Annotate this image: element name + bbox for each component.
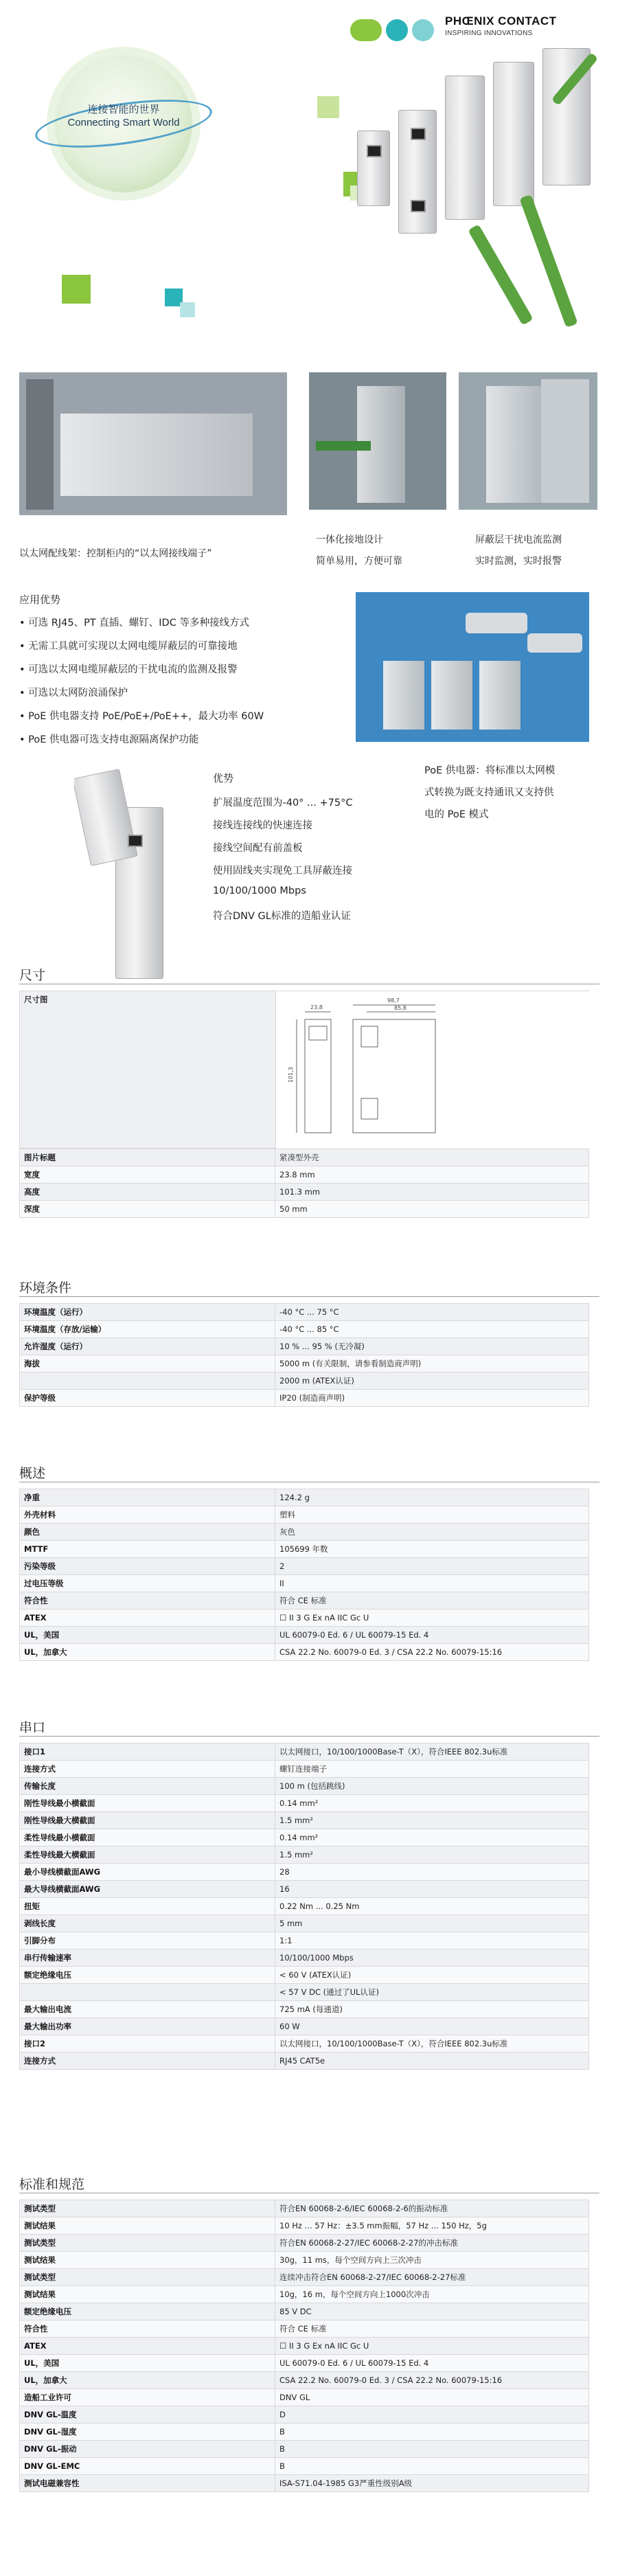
spec-key: ATEX — [20, 2338, 275, 2355]
spec-row — [20, 1166, 589, 1184]
spec-row — [20, 1338, 589, 1355]
brand-tagline: INSPIRING INNOVATIONS — [445, 30, 533, 37]
spec-key: 串行传输速率 — [20, 1950, 275, 1967]
spec-key: 刚性导线最小横截面 — [20, 1795, 275, 1812]
spec-row — [20, 2018, 589, 2035]
spec-value: < 57 V DC (通过了UL认证) — [275, 1984, 589, 2001]
spec-row — [20, 1372, 589, 1390]
spec-row — [20, 1829, 589, 1846]
applications-item: • 可选以太网电缆屏蔽层的干扰电流的监测及报警 — [19, 664, 238, 675]
monitoring-caption-line2: 实时监测，实时报警 — [475, 556, 562, 567]
section-divider — [19, 1736, 599, 1737]
spec-row — [20, 2389, 589, 2406]
grounding-photo — [309, 372, 446, 510]
spec-value: 符合 CE 标准 — [275, 1592, 589, 1609]
drawing-label: 尺寸图 — [24, 995, 48, 1004]
spec-value: 连续冲击符合EN 60068-2-27/IEC 60068-2-27标准 — [275, 2269, 589, 2286]
spec-value: 0.14 mm² — [275, 1795, 589, 1812]
advantages-item: 使用固线夹实现免工具屏蔽连接 — [213, 866, 352, 877]
spec-key: 连接方式 — [20, 1761, 275, 1778]
standards-table — [19, 2200, 589, 2492]
brand-name: PHŒNIX CONTACT — [445, 14, 557, 27]
spec-value: 28 — [275, 1864, 589, 1881]
spec-row — [20, 2441, 589, 2458]
spec-value: 725 mA (每通道) — [275, 2001, 589, 2018]
spec-row — [20, 2424, 589, 2441]
spec-row — [20, 2406, 589, 2424]
spec-key: 连接方式 — [20, 2053, 275, 2070]
spec-key: 最大输出电流 — [20, 2001, 275, 2018]
spec-row — [20, 1558, 589, 1575]
spec-row — [20, 1524, 589, 1541]
spec-row — [20, 2286, 589, 2303]
spec-value: B — [275, 2424, 589, 2441]
spec-key: 符合性 — [20, 1592, 275, 1609]
spec-row — [20, 1575, 589, 1592]
spec-value: 符合EN 60068-2-27/IEC 60068-2-27的冲击标准 — [275, 2235, 589, 2252]
spec-key: 颜色 — [20, 1524, 275, 1541]
drawing-depth-label: 98,7 — [387, 997, 400, 1004]
spec-key: 环境温度（运行） — [20, 1304, 275, 1321]
spec-row — [20, 1201, 589, 1218]
spec-value: 1:1 — [275, 1932, 589, 1950]
interface-table — [19, 1743, 589, 2070]
spec-row — [20, 1846, 589, 1864]
spec-value: ☐ II 3 G Ex nA IIC Gc U — [275, 1609, 589, 1627]
spec-value: 塑料 — [275, 1506, 589, 1524]
spec-key: 剥线长度 — [20, 1915, 275, 1932]
spec-row — [20, 1932, 589, 1950]
spec-key: 测试类型 — [20, 2269, 275, 2286]
advantages-heading: 优势 — [213, 772, 234, 784]
advantages-item: 10/100/1000 Mbps — [213, 885, 306, 896]
spec-value: 2000 m (ATEX认证) — [275, 1372, 589, 1390]
drawing-height-label: 101,3 — [288, 1067, 294, 1083]
deco-square — [317, 96, 339, 118]
applications-item: • 可选以太网防浪涌保护 — [19, 688, 128, 699]
advantages-item: 扩展温度范围为-40° ... +75°C — [213, 798, 353, 809]
spec-row — [20, 1390, 589, 1407]
spec-value: 10 Hz ... 57 Hz：±3.5 mm振幅，57 Hz ... 150 Hz，5g — [275, 2217, 589, 2235]
dimension-drawing-svg — [284, 995, 449, 1146]
spec-value: 符合 CE 标准 — [275, 2320, 589, 2338]
poe-note-line: 式转换为既支持通讯又支持供 — [424, 787, 554, 798]
spec-value: 124.2 g — [275, 1489, 589, 1506]
grounding-caption-line2: 简单易用，方便可靠 — [316, 556, 402, 567]
applications-heading: 应用优势 — [19, 594, 61, 606]
drawing-width-label: 23,8 — [310, 1004, 323, 1010]
hero-title: 连接智能的世界 — [87, 104, 160, 115]
spec-row — [20, 1915, 589, 1932]
spec-key: 引脚分布 — [20, 1932, 275, 1950]
phoenix-contact-logo — [445, 15, 603, 47]
rj45-port — [411, 200, 426, 212]
drawing-depth-inner-label: 85,8 — [394, 1005, 407, 1011]
spec-value: B — [275, 2441, 589, 2458]
spec-row — [20, 1321, 589, 1338]
spec-key: ATEX — [20, 1609, 275, 1627]
spec-key: 保护等级 — [20, 1390, 275, 1407]
spec-key: 测试结果 — [20, 2217, 275, 2235]
spec-row — [20, 2035, 589, 2053]
spec-key: 深度 — [20, 1201, 275, 1218]
spec-value: 0.14 mm² — [275, 1829, 589, 1846]
spec-value: 60 W — [275, 2018, 589, 2035]
dimension-drawing — [275, 991, 590, 1149]
overview-title: 概述 — [19, 1467, 46, 1481]
deco-square — [180, 302, 195, 317]
spec-row — [20, 1355, 589, 1372]
spec-key: 测试电磁兼容性 — [20, 2475, 275, 2492]
spec-value: ☐ II 3 G Ex nA IIC Gc U — [275, 2338, 589, 2355]
ethernet-device — [398, 110, 437, 234]
cabinet-photo — [19, 372, 287, 515]
spec-row — [20, 1881, 589, 1898]
standards-title: 标准和规范 — [19, 2178, 85, 2192]
spec-key: DNV GL-湿度 — [20, 2424, 275, 2441]
spec-value: D — [275, 2406, 589, 2424]
spec-key: 测试结果 — [20, 2286, 275, 2303]
spec-key: 污染等级 — [20, 1558, 275, 1575]
spec-key — [20, 1984, 275, 2001]
spec-value: 30g，11 ms，每个空间方向上三次冲击 — [275, 2252, 589, 2269]
ethernet-device — [493, 62, 534, 206]
spec-row — [20, 1609, 589, 1627]
spec-key: MTTF — [20, 1541, 275, 1558]
dimension-drawing-row — [19, 991, 589, 1149]
spec-row — [20, 2475, 589, 2492]
spec-key: 柔性导线最大横截面 — [20, 1846, 275, 1864]
spec-value: 85 V DC — [275, 2303, 589, 2320]
spec-value: II — [275, 1575, 589, 1592]
spec-value: 105699 年数 — [275, 1541, 589, 1558]
spec-row — [20, 2372, 589, 2389]
spec-key: 测试结果 — [20, 2252, 275, 2269]
section-divider — [19, 1296, 599, 1297]
spec-value: 10g，16 m，每个空间方向上1000次冲击 — [275, 2286, 589, 2303]
connecting-globe-illustration — [21, 21, 227, 227]
spec-value: 符合EN 60068-2-6/IEC 60068-2-6的振动标准 — [275, 2200, 589, 2217]
brand-dot-teal — [386, 19, 408, 41]
spec-row — [20, 1644, 589, 1661]
hero-subtitle: Connecting Smart World — [67, 117, 180, 128]
spec-row — [20, 1812, 589, 1829]
spec-key: DNV GL-振动 — [20, 2441, 275, 2458]
spec-row — [20, 1795, 589, 1812]
spec-value: B — [275, 2458, 589, 2475]
spec-value: 灰色 — [275, 1524, 589, 1541]
brand-dot-teal-light — [412, 19, 434, 41]
spec-value: -40 °C ... 75 °C — [275, 1304, 589, 1321]
spec-value: < 60 V (ATEX认证) — [275, 1967, 589, 1984]
brand-pill-green — [350, 19, 382, 41]
spec-value: RJ45 CAT5e — [275, 2053, 589, 2070]
spec-value: 紧凑型外壳 — [275, 1149, 589, 1166]
spec-key — [20, 1372, 275, 1390]
spec-key: 最大输出功率 — [20, 2018, 275, 2035]
spec-value: CSA 22.2 No. 60079-0 Ed. 3 / CSA 22.2 No. 60079-15:16 — [275, 2372, 589, 2389]
spec-row — [20, 2338, 589, 2355]
spec-row — [20, 2320, 589, 2338]
spec-value: 5 mm — [275, 1915, 589, 1932]
advantages-item: 符合DNV GL标准的造船业认证 — [213, 911, 351, 922]
spec-key: 符合性 — [20, 2320, 275, 2338]
ethernet-device — [357, 131, 390, 206]
spec-value: 1.5 mm² — [275, 1812, 589, 1829]
spec-value: 101.3 mm — [275, 1184, 589, 1201]
dimensions-table — [19, 1149, 589, 1218]
poe-camera-photo — [356, 592, 589, 742]
spec-row — [20, 1184, 589, 1201]
spec-value: UL 60079-0 Ed. 6 / UL 60079-15 Ed. 4 — [275, 1627, 589, 1644]
rj45-port — [411, 128, 426, 140]
spec-row — [20, 1778, 589, 1795]
spec-row — [20, 1950, 589, 1967]
spec-row — [20, 1864, 589, 1881]
ethernet-device — [445, 76, 485, 220]
spec-value: 0.22 Nm ... 0.25 Nm — [275, 1898, 589, 1915]
applications-item: • PoE 供电器支持 PoE/PoE+/PoE++，最大功率 60W — [19, 711, 264, 722]
spec-key: 环境温度（存放/运输） — [20, 1321, 275, 1338]
applications-item: • 可选 RJ45、PT 直插、螺钉、IDC 等多种接线方式 — [19, 618, 249, 629]
spec-key: DNV GL-EMC — [20, 2458, 275, 2475]
spec-value: DNV GL — [275, 2389, 589, 2406]
applications-item: • PoE 供电器可选支持电源隔离保护功能 — [19, 734, 199, 745]
spec-key: 造船工业许可 — [20, 2389, 275, 2406]
spec-row — [20, 2355, 589, 2372]
spec-key: 测试类型 — [20, 2200, 275, 2217]
spec-row — [20, 2252, 589, 2269]
spec-row — [20, 2001, 589, 2018]
spec-key: 扭矩 — [20, 1898, 275, 1915]
spec-row — [20, 1304, 589, 1321]
spec-key: 最小导线横截面AWG — [20, 1864, 275, 1881]
spec-key: 最大导线横截面AWG — [20, 1881, 275, 1898]
spec-key: 柔性导线最小横截面 — [20, 1829, 275, 1846]
spec-key: UL，加拿大 — [20, 1644, 275, 1661]
spec-key: 外壳材料 — [20, 1506, 275, 1524]
monitoring-photo — [459, 372, 597, 510]
spec-value: 螺钉连接端子 — [275, 1761, 589, 1778]
spec-key: 测试类型 — [20, 2235, 275, 2252]
dimensions-title: 尺寸 — [19, 969, 46, 983]
hero-banner — [0, 0, 618, 357]
spec-value: IP20 (制造商声明) — [275, 1390, 589, 1407]
spec-row — [20, 1506, 589, 1524]
environment-table — [19, 1303, 589, 1407]
spec-row — [20, 2269, 589, 2286]
spec-row — [20, 1743, 589, 1761]
green-cable — [519, 194, 577, 328]
spec-row — [20, 1592, 589, 1609]
spec-key: 额定绝缘电压 — [20, 1967, 275, 1984]
spec-value: UL 60079-0 Ed. 6 / UL 60079-15 Ed. 4 — [275, 2355, 589, 2372]
spec-row — [20, 1761, 589, 1778]
spec-key: 额定绝缘电压 — [20, 2303, 275, 2320]
spec-row — [20, 1967, 589, 1984]
spec-row — [20, 1627, 589, 1644]
spec-key: 允许湿度（运行） — [20, 1338, 275, 1355]
spec-key: 接口2 — [20, 2035, 275, 2053]
spec-value: 10/100/1000 Mbps — [275, 1950, 589, 1967]
spec-key: UL，加拿大 — [20, 2372, 275, 2389]
spec-value: 5000 m (有关限制，请参看制造商声明) — [275, 1355, 589, 1372]
product-open-cover-photo — [74, 759, 191, 986]
rj45-port — [367, 145, 382, 157]
spec-row — [20, 2200, 589, 2217]
spec-key: UL，美国 — [20, 2355, 275, 2372]
grounding-caption-line1: 一体化接地设计 — [316, 534, 383, 545]
spec-row — [20, 2235, 589, 2252]
spec-key: 传输长度 — [20, 1778, 275, 1795]
spec-value: 10 % ... 95 % (无冷凝) — [275, 1338, 589, 1355]
spec-key: DNV GL-温度 — [20, 2406, 275, 2424]
spec-row — [20, 2217, 589, 2235]
environment-title: 环境条件 — [19, 1281, 72, 1296]
spec-row — [20, 1489, 589, 1506]
spec-key: 刚性导线最大横截面 — [20, 1812, 275, 1829]
spec-value: 23.8 mm — [275, 1166, 589, 1184]
spec-value: 100 m (包括跳线) — [275, 1778, 589, 1795]
spec-row — [20, 2053, 589, 2070]
spec-value: ISA-S71.04-1985 G3严重性级别A级 — [275, 2475, 589, 2492]
spec-row — [20, 2458, 589, 2475]
overview-table — [19, 1489, 589, 1661]
spec-key: 接口1 — [20, 1743, 275, 1761]
spec-key: 过电压等级 — [20, 1575, 275, 1592]
interface-title: 串口 — [19, 1721, 46, 1735]
spec-key: 海拔 — [20, 1355, 275, 1372]
spec-row — [20, 1149, 589, 1166]
spec-key: 高度 — [20, 1184, 275, 1201]
spec-key: UL，美国 — [20, 1627, 275, 1644]
spec-key: 宽度 — [20, 1166, 275, 1184]
applications-item: • 无需工具就可实现以太网电缆屏蔽层的可靠接地 — [19, 641, 238, 652]
spec-value: 2 — [275, 1558, 589, 1575]
spec-value: 以太网接口，10/100/1000Base-T（X），符合IEEE 802.3u标准 — [275, 2035, 589, 2053]
poe-note-line: 电的 PoE 模式 — [424, 809, 489, 820]
spec-row — [20, 2303, 589, 2320]
advantages-item: 接线连接线的快速连接 — [213, 820, 312, 831]
deco-square — [62, 275, 91, 304]
spec-value: 50 mm — [275, 1201, 589, 1218]
spec-row — [20, 1541, 589, 1558]
spec-row — [20, 1984, 589, 2001]
advantages-item: 接线空间配有前盖板 — [213, 843, 303, 854]
spec-value: 16 — [275, 1881, 589, 1898]
monitoring-caption-line1: 屏蔽层干扰电流监测 — [475, 534, 562, 545]
poe-note-line: PoE 供电器：将标准以太网模 — [424, 765, 556, 776]
spec-value: 1.5 mm² — [275, 1846, 589, 1864]
spec-value: -40 °C ... 85 °C — [275, 1321, 589, 1338]
spec-value: 以太网接口，10/100/1000Base-T（X），符合IEEE 802.3u标准 — [275, 1743, 589, 1761]
cabinet-caption: 以太网配线架：控制柜内的“以太网接线端子” — [19, 548, 212, 559]
spec-key: 净重 — [20, 1489, 275, 1506]
spec-key: 图片标题 — [20, 1149, 275, 1166]
green-cable — [468, 224, 534, 326]
spec-row — [20, 1898, 589, 1915]
spec-value: CSA 22.2 No. 60079-0 Ed. 3 / CSA 22.2 No. 60079-15:16 — [275, 1644, 589, 1661]
